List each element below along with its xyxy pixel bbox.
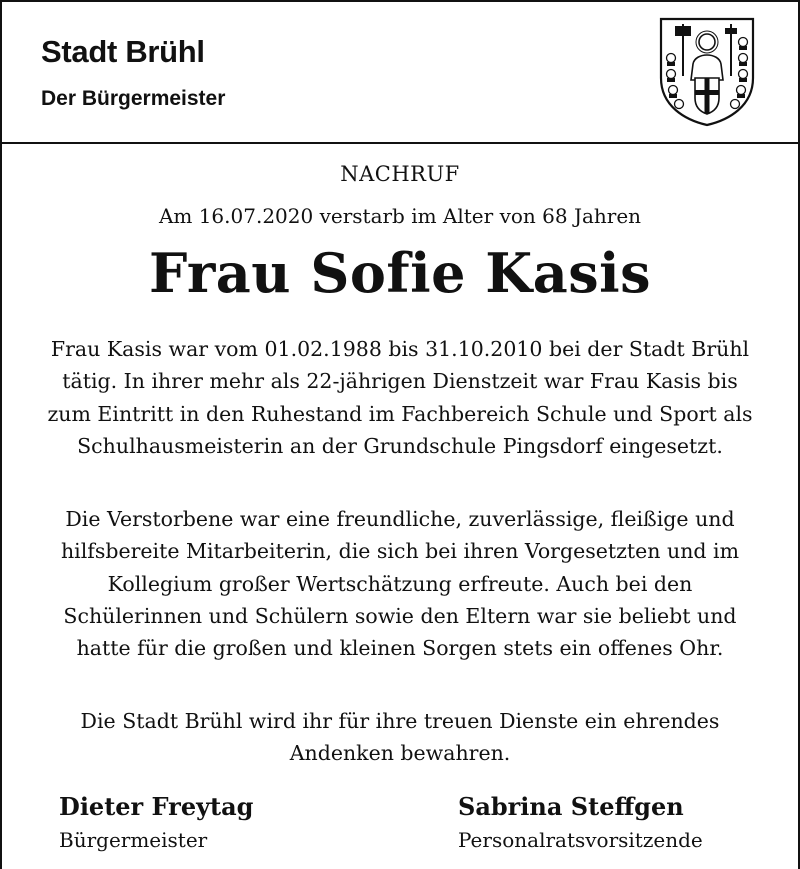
notice-intro: Am 16.07.2020 verstarb im Alter von 68 Jahren [158, 204, 642, 228]
deceased-name: Frau Sofie Kasis [148, 241, 652, 305]
signatory-role: Personalratsvorsitzende [458, 828, 703, 852]
tribute-paragraph-1: Frau Kasis war vom 01.02.1988 bis 31.10.2010 bei der Stadt Brühl tätig. In ihrer mehr als 22-jährigen Dienstzeit war Frau Kasis bis zum Eintritt in den Ruhestand im Fachbereich Schule und Sport als Schulhausmeisterin an der Grundschule Pingsdorf eingesetzt. [47, 337, 753, 458]
signatory-role: Bürgermeister [59, 828, 208, 852]
header [2, 2, 798, 144]
tribute-paragraph-3: Die Stadt Brühl wird ihr für ihre treuen Dienste ein ehrendes Andenken bewahren. [80, 709, 720, 766]
city-coat-of-arms-icon [657, 16, 757, 128]
office-name: Der Bürgermeister [41, 87, 226, 110]
signatory-name: Dieter Freytag [59, 792, 254, 821]
tribute-paragraph-2: Die Verstorbene war eine freundliche, zuverlässige, fleißige und hilfsbereite Mitarbeiterin, die sich bei ihren Vorgesetzten und im Kollegium großer Wertschätzung erfreute. Auch bei den Schülerinnen und Schülern sowie den Eltern war sie beliebt und hatte für die großen und kleinen Sorgen stets ein offenes Ohr. [60, 507, 740, 661]
notice-label: NACHRUF [340, 162, 460, 186]
signatory-mayor [59, 790, 253, 856]
signatory-staff-council [458, 790, 703, 856]
organization-name: Stadt Brühl [41, 34, 205, 69]
signatory-name: Sabrina Steffgen [458, 792, 684, 821]
